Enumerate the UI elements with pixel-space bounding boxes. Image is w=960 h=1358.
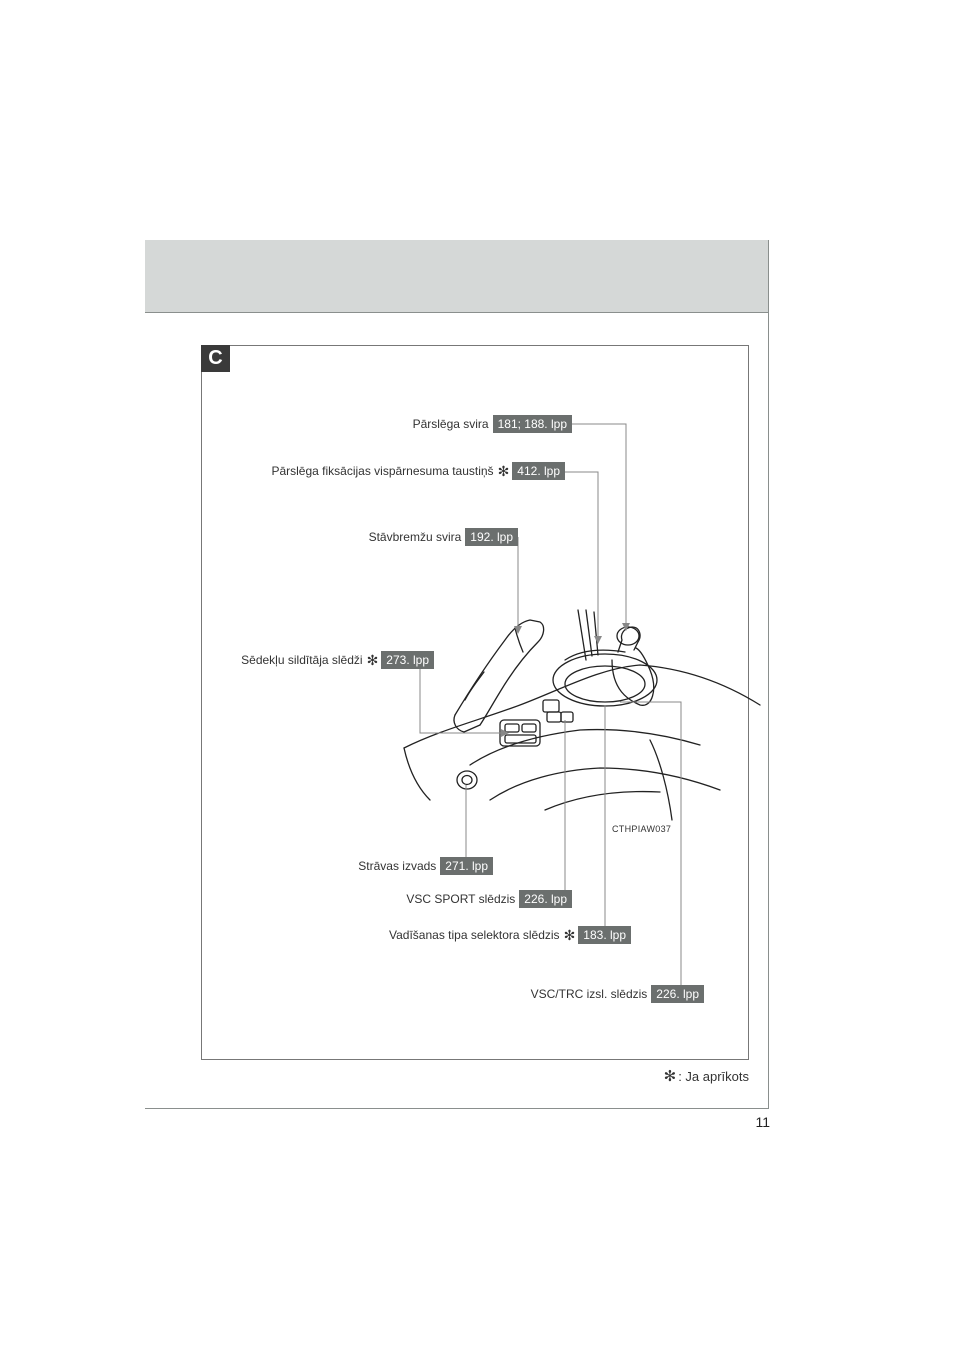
callout-label: Strāvas izvads — [358, 859, 437, 873]
callout-label: Pārslēga fiksācijas vispārnesuma taustiņš — [271, 464, 494, 478]
callout-shift-lock-override — [271, 462, 565, 480]
footnote — [664, 1067, 749, 1085]
callout-vsc-sport — [406, 890, 572, 908]
callout-parking-brake — [369, 528, 518, 546]
image-code: CTHPIAW037 — [612, 824, 672, 834]
asterisk-icon: ✻ — [497, 462, 510, 479]
callout-drive-mode-selector — [389, 926, 631, 944]
page-ref-link[interactable]: 273. lpp — [381, 651, 434, 669]
footnote-text: : Ja aprīkots — [678, 1068, 749, 1084]
callout-label: Pārslēga svira — [412, 417, 489, 431]
page-ref-link[interactable]: 181; 188. lpp — [493, 415, 572, 433]
bottom-rule — [145, 1108, 769, 1109]
page-ref-link[interactable]: 226. lpp — [519, 890, 572, 908]
asterisk-icon: ✻ — [563, 926, 576, 943]
callout-seat-heaters — [241, 651, 434, 669]
page-ref-link[interactable]: 412. lpp — [512, 462, 565, 480]
callout-power-outlet — [358, 857, 493, 875]
page-ref-link[interactable]: 226. lpp — [651, 985, 704, 1003]
asterisk-icon: ✻ — [663, 1068, 677, 1085]
callout-label: VSC/TRC izsl. slēdzis — [530, 987, 648, 1001]
section-badge: C — [201, 345, 230, 372]
page-number: 11 — [755, 1114, 770, 1130]
callout-vsc-trc-off — [531, 985, 704, 1003]
callout-label: Stāvbremžu svira — [368, 530, 462, 544]
callout-label: Vadīšanas tipa selektora slēdzis — [389, 928, 560, 942]
page-ref-link[interactable]: 183. lpp — [578, 926, 631, 944]
callout-shift-lever — [413, 415, 572, 433]
callout-label: VSC SPORT slēdzis — [406, 892, 516, 906]
page-ref-link[interactable]: 271. lpp — [440, 857, 493, 875]
asterisk-icon: ✻ — [366, 651, 379, 668]
page-ref-link[interactable]: 192. lpp — [465, 528, 518, 546]
callout-label: Sēdekļu sildītāja slēdži — [241, 653, 363, 667]
